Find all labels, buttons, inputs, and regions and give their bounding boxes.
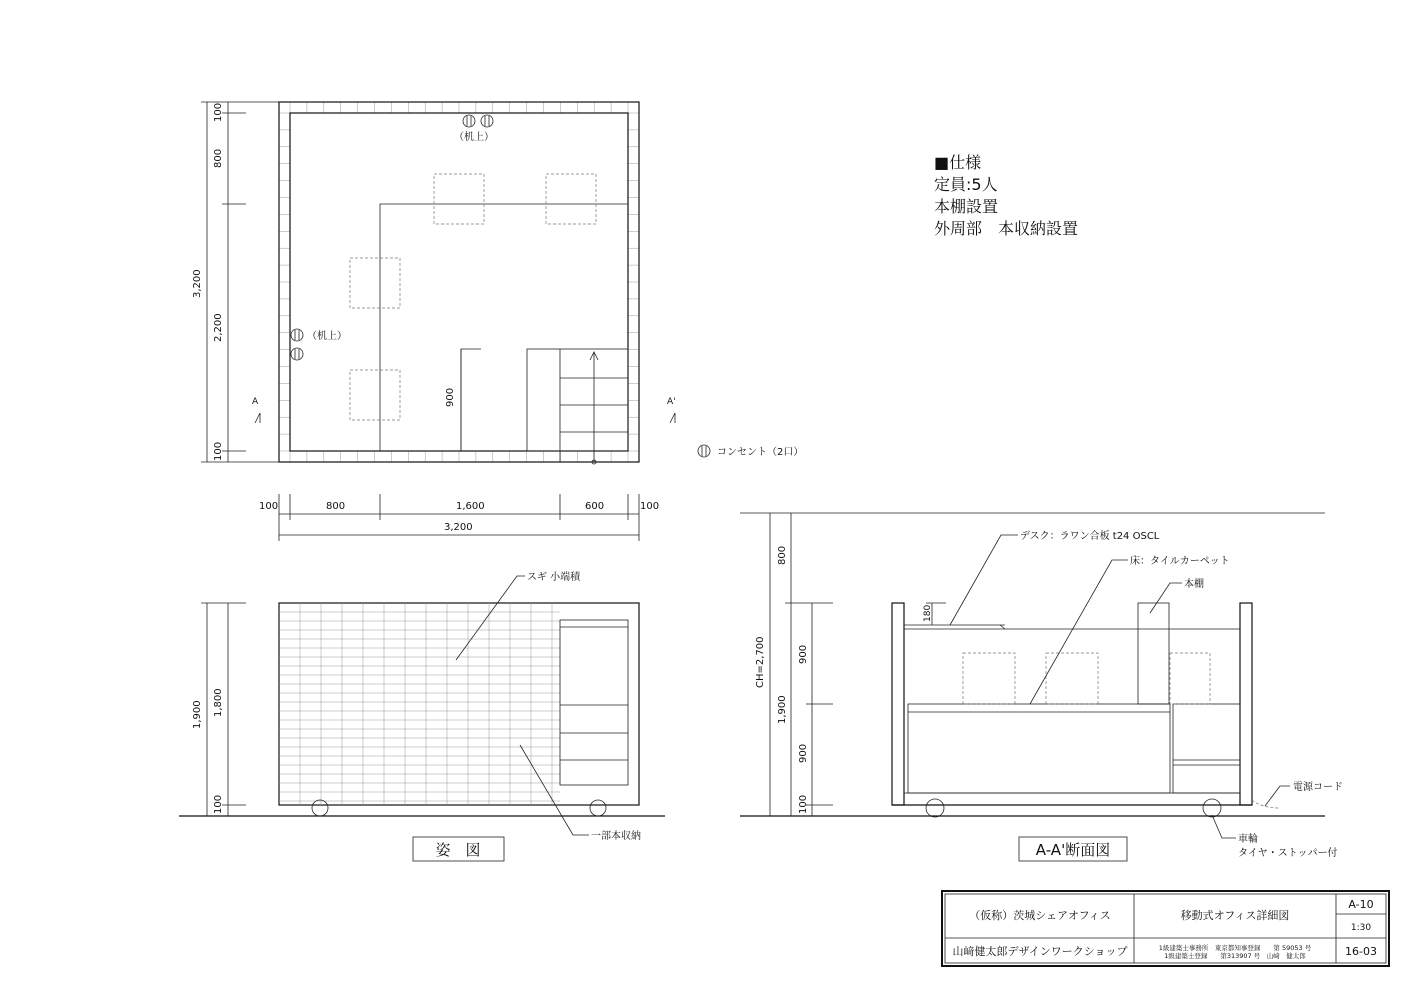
- plan-outlet-note-top: （机上）: [454, 132, 494, 143]
- plan-dim-seg4: 600: [585, 501, 605, 512]
- cedar-stack-pattern: [279, 603, 560, 805]
- section-dim-total: 1,900: [777, 695, 788, 724]
- leader-line: [1265, 786, 1290, 806]
- outlet-icon: [291, 348, 303, 360]
- plan-dim-seg2: 800: [326, 501, 346, 512]
- section-label-wheel-1: 車輪: [1238, 834, 1258, 845]
- section-mark-right: A': [667, 397, 676, 407]
- wheel-icon: [312, 800, 328, 816]
- spec-line-1: 定員:5人: [934, 175, 998, 194]
- section-label-wheel-2: タイヤ・ストッパー付: [1238, 848, 1338, 859]
- section-mark-left-arrow: [255, 413, 260, 423]
- spec-line-3: 外周部 本収納設置: [934, 219, 1079, 238]
- title-license-1: 1級建築士事務所 東京都知事登録 第 59053 号: [1158, 944, 1312, 952]
- plan-dim-seg5: 100: [640, 501, 660, 512]
- plan-dim-total-h: 3,200: [444, 522, 473, 533]
- title-sheet: A-10: [1348, 898, 1374, 911]
- title-drawing: 移動式オフィス詳細図: [1180, 909, 1290, 922]
- section-dim-lower: 900: [798, 743, 809, 763]
- section-mark-right-arrow: [670, 413, 675, 423]
- plan-chair: [350, 258, 400, 308]
- title-block: [942, 891, 1389, 966]
- section-dim-desk: 180: [923, 604, 933, 622]
- section-chair: [1170, 653, 1210, 704]
- leader-line: [1030, 560, 1128, 704]
- elevation-view: [179, 570, 665, 861]
- spec-heading: ■仕様: [934, 153, 982, 172]
- outlet-icon: [481, 115, 493, 127]
- plan-view: [192, 102, 803, 541]
- plan-inner-outline: [290, 113, 628, 451]
- plan-dim-seg3: 1,600: [456, 501, 485, 512]
- elev-dim-total: 1,900: [192, 700, 203, 729]
- plan-dim-seg1: 100: [259, 501, 279, 512]
- plan-storage: [527, 349, 628, 451]
- plan-dim-total-v: 3,200: [192, 269, 203, 298]
- section-view: [740, 513, 1343, 861]
- plan-chair: [434, 174, 484, 224]
- plan-dim-lower: 2,200: [213, 313, 224, 342]
- leader-line: [950, 535, 1018, 625]
- section-bookshelf: [1138, 603, 1169, 704]
- title-license-2: 1級建築士登録 第313907 号 山﨑 健太郎: [1164, 952, 1306, 960]
- plan-dim-upper: 800: [213, 148, 224, 168]
- plan-desk-edge: [380, 204, 628, 451]
- section-counter: [908, 704, 1170, 793]
- section-chair: [963, 653, 1015, 704]
- leader-line: [1150, 583, 1182, 613]
- section-wall-right: [1240, 603, 1252, 805]
- elevation-label-cedar: スギ 小端積: [527, 572, 581, 583]
- plan-dim-bottom: 100: [213, 441, 224, 461]
- section-mark-left: A: [252, 397, 259, 407]
- outlet-legend-text: コンセント（2口）: [717, 447, 804, 458]
- plan-inner-dim: 900: [445, 387, 456, 407]
- wheel-icon: [590, 800, 606, 816]
- section-label-floor: 床：タイルカーペット: [1130, 556, 1230, 567]
- plan-dim-top: 100: [213, 102, 224, 122]
- wheel-icon: [1203, 799, 1221, 817]
- outlet-icon: [463, 115, 475, 127]
- section-title: A-A'断面図: [1035, 841, 1111, 859]
- plan-desk-return: [461, 349, 481, 451]
- section-dim-upper: 900: [798, 644, 809, 664]
- plan-outlet-note-left: （机上）: [307, 331, 347, 342]
- section-desk-nose: [1000, 625, 1005, 629]
- section-dim-base: 100: [798, 794, 809, 814]
- section-label-desk: デスク：ラワン合板 t24 OSCL: [1020, 531, 1160, 542]
- section-wall-left: [892, 603, 904, 805]
- elevation-body: [279, 603, 639, 805]
- wheel-icon: [926, 799, 944, 817]
- elev-dim-body: 1,800: [213, 688, 224, 717]
- leader-line: [1212, 815, 1236, 838]
- plan-chair: [350, 370, 400, 420]
- plan-outer-outline: [279, 102, 639, 462]
- leader-line: [456, 576, 525, 660]
- section-storage: [1173, 704, 1240, 793]
- title-scale: 1:30: [1350, 923, 1372, 933]
- section-label-cord: 電源コード: [1293, 782, 1343, 793]
- section-dim-ch: CH=2,700: [755, 636, 766, 688]
- outlet-legend-icon: [698, 445, 710, 457]
- plan-perimeter-wall: [279, 102, 639, 462]
- section-label-shelf: 本棚: [1184, 579, 1204, 590]
- outlet-icon: [291, 329, 303, 341]
- spec-line-2: 本棚設置: [934, 197, 999, 216]
- leader-line: [520, 745, 589, 835]
- title-date: 16-03: [1345, 945, 1377, 958]
- section-dim-top: 800: [777, 545, 788, 565]
- power-cord-icon: [1252, 800, 1280, 808]
- section-chair: [1046, 653, 1098, 704]
- title-office: 山﨑健太郎デザインワークショップ: [952, 945, 1128, 958]
- title-project: （仮称）茨城シェアオフィス: [969, 909, 1111, 922]
- elevation-title: 姿 図: [435, 841, 481, 859]
- elevation-label-storage: 一部本収納: [591, 831, 641, 842]
- plan-chair: [546, 174, 596, 224]
- elev-dim-base: 100: [213, 794, 224, 814]
